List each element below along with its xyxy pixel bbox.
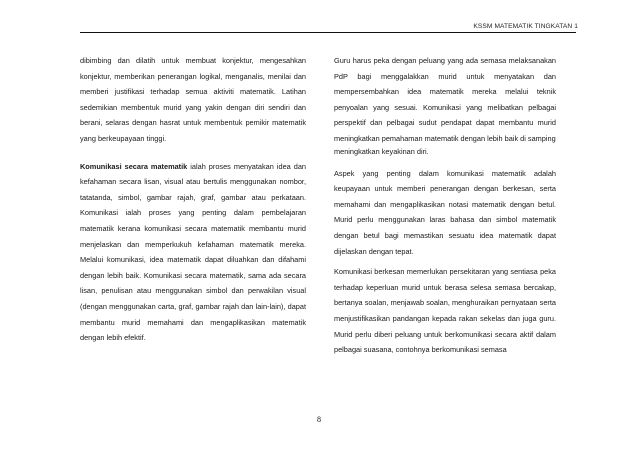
term-komunikasi-matematik: Komunikasi secara matematik xyxy=(80,161,188,171)
left-paragraph-2-text: ialah proses menyatakan idea dan kefahaman secara lisan, visual atau bertulis menggunakan nombor, tatatanda, simbol, gambar rajah, graf, gambar atau perkataan. Komunikasi ialah proses yang penting dalam pembelajaran matematik kerana komunikasi secara matematik membantu murid menjelaskan dan memperkukuh kefahaman matematik mereka. Melalui komunikasi, idea matematik dapat diluahkan dan difahami dengan lebih baik. Komunikasi secara matematik, sama ada secara lisan, penulisan atau menggunakan simbol dan perwakilan visual (dengan menggunakan carta, graf, gambar rajah dan lain-lain), dapat membantu murid memahami dan mengaplikasikan matematik dengan lebih efektif. xyxy=(80,161,306,343)
right-column xyxy=(334,53,556,358)
left-paragraph-2 xyxy=(80,159,306,346)
right-paragraph-1-end: meningkatkan keyakinan diri. xyxy=(334,146,429,156)
right-paragraph-1: Guru harus peka dengan peluang yang ada semasa melaksanakan PdP bagi menggalakkan murid untuk menyatakan dan mempersembahkan idea matematik mereka melalui teknik penyoalan yang sesuai. Komunikasi yang melibatkan pelbagai perspektif dan pelbagai sudut pendapat dapat membantu murid meningkatkan pemahaman matematik dengan lebih baik di samping xyxy=(334,56,556,143)
right-paragraph-2: Aspek yang penting dalam komunikasi matematik adalah keupayaan untuk memberi penerangan dengan berkesan, serta memahami dan mengaplikasikan notasi matematik dengan betul. Murid perlu menggunakan laras bahasa dan simbol matematik dengan betul bagi memastikan sesuatu idea matematik dapat dijelaskan dengan tepat. xyxy=(334,168,556,256)
left-column xyxy=(80,53,306,346)
header-title: KSSM MATEMATIK TINGKATAN 1 xyxy=(473,23,578,30)
left-paragraph-1: dibimbing dan dilatih untuk membuat konjektur, mengesahkan konjektur, memberikan penerangan logikal, menganalis, menilai dan memberi justifikasi terhadap semua aktiviti matematik. Latihan sedemikian membentuk murid yang yakin dengan diri sendiri dan berani, selaras dengan hasrat untuk membentuk pemikir matematik yang berkeupayaan tinggi. xyxy=(80,56,306,143)
header-rule xyxy=(80,32,576,33)
right-paragraph-3: Komunikasi berkesan memerlukan persekitaran yang sentiasa peka terhadap keperluan murid untuk berasa selesa semasa bercakap, bertanya soalan, menjawab soalan, menghuraikan pernyataan serta menjustifikasikan pandangan kepada rakan sekelas dan juga guru. Murid perlu diberi peluang untuk berkomunikasi secara aktif dalam pelbagai suasana, contohnya berkomunikasi semasa xyxy=(334,267,556,355)
page-number: 8 xyxy=(317,415,321,424)
